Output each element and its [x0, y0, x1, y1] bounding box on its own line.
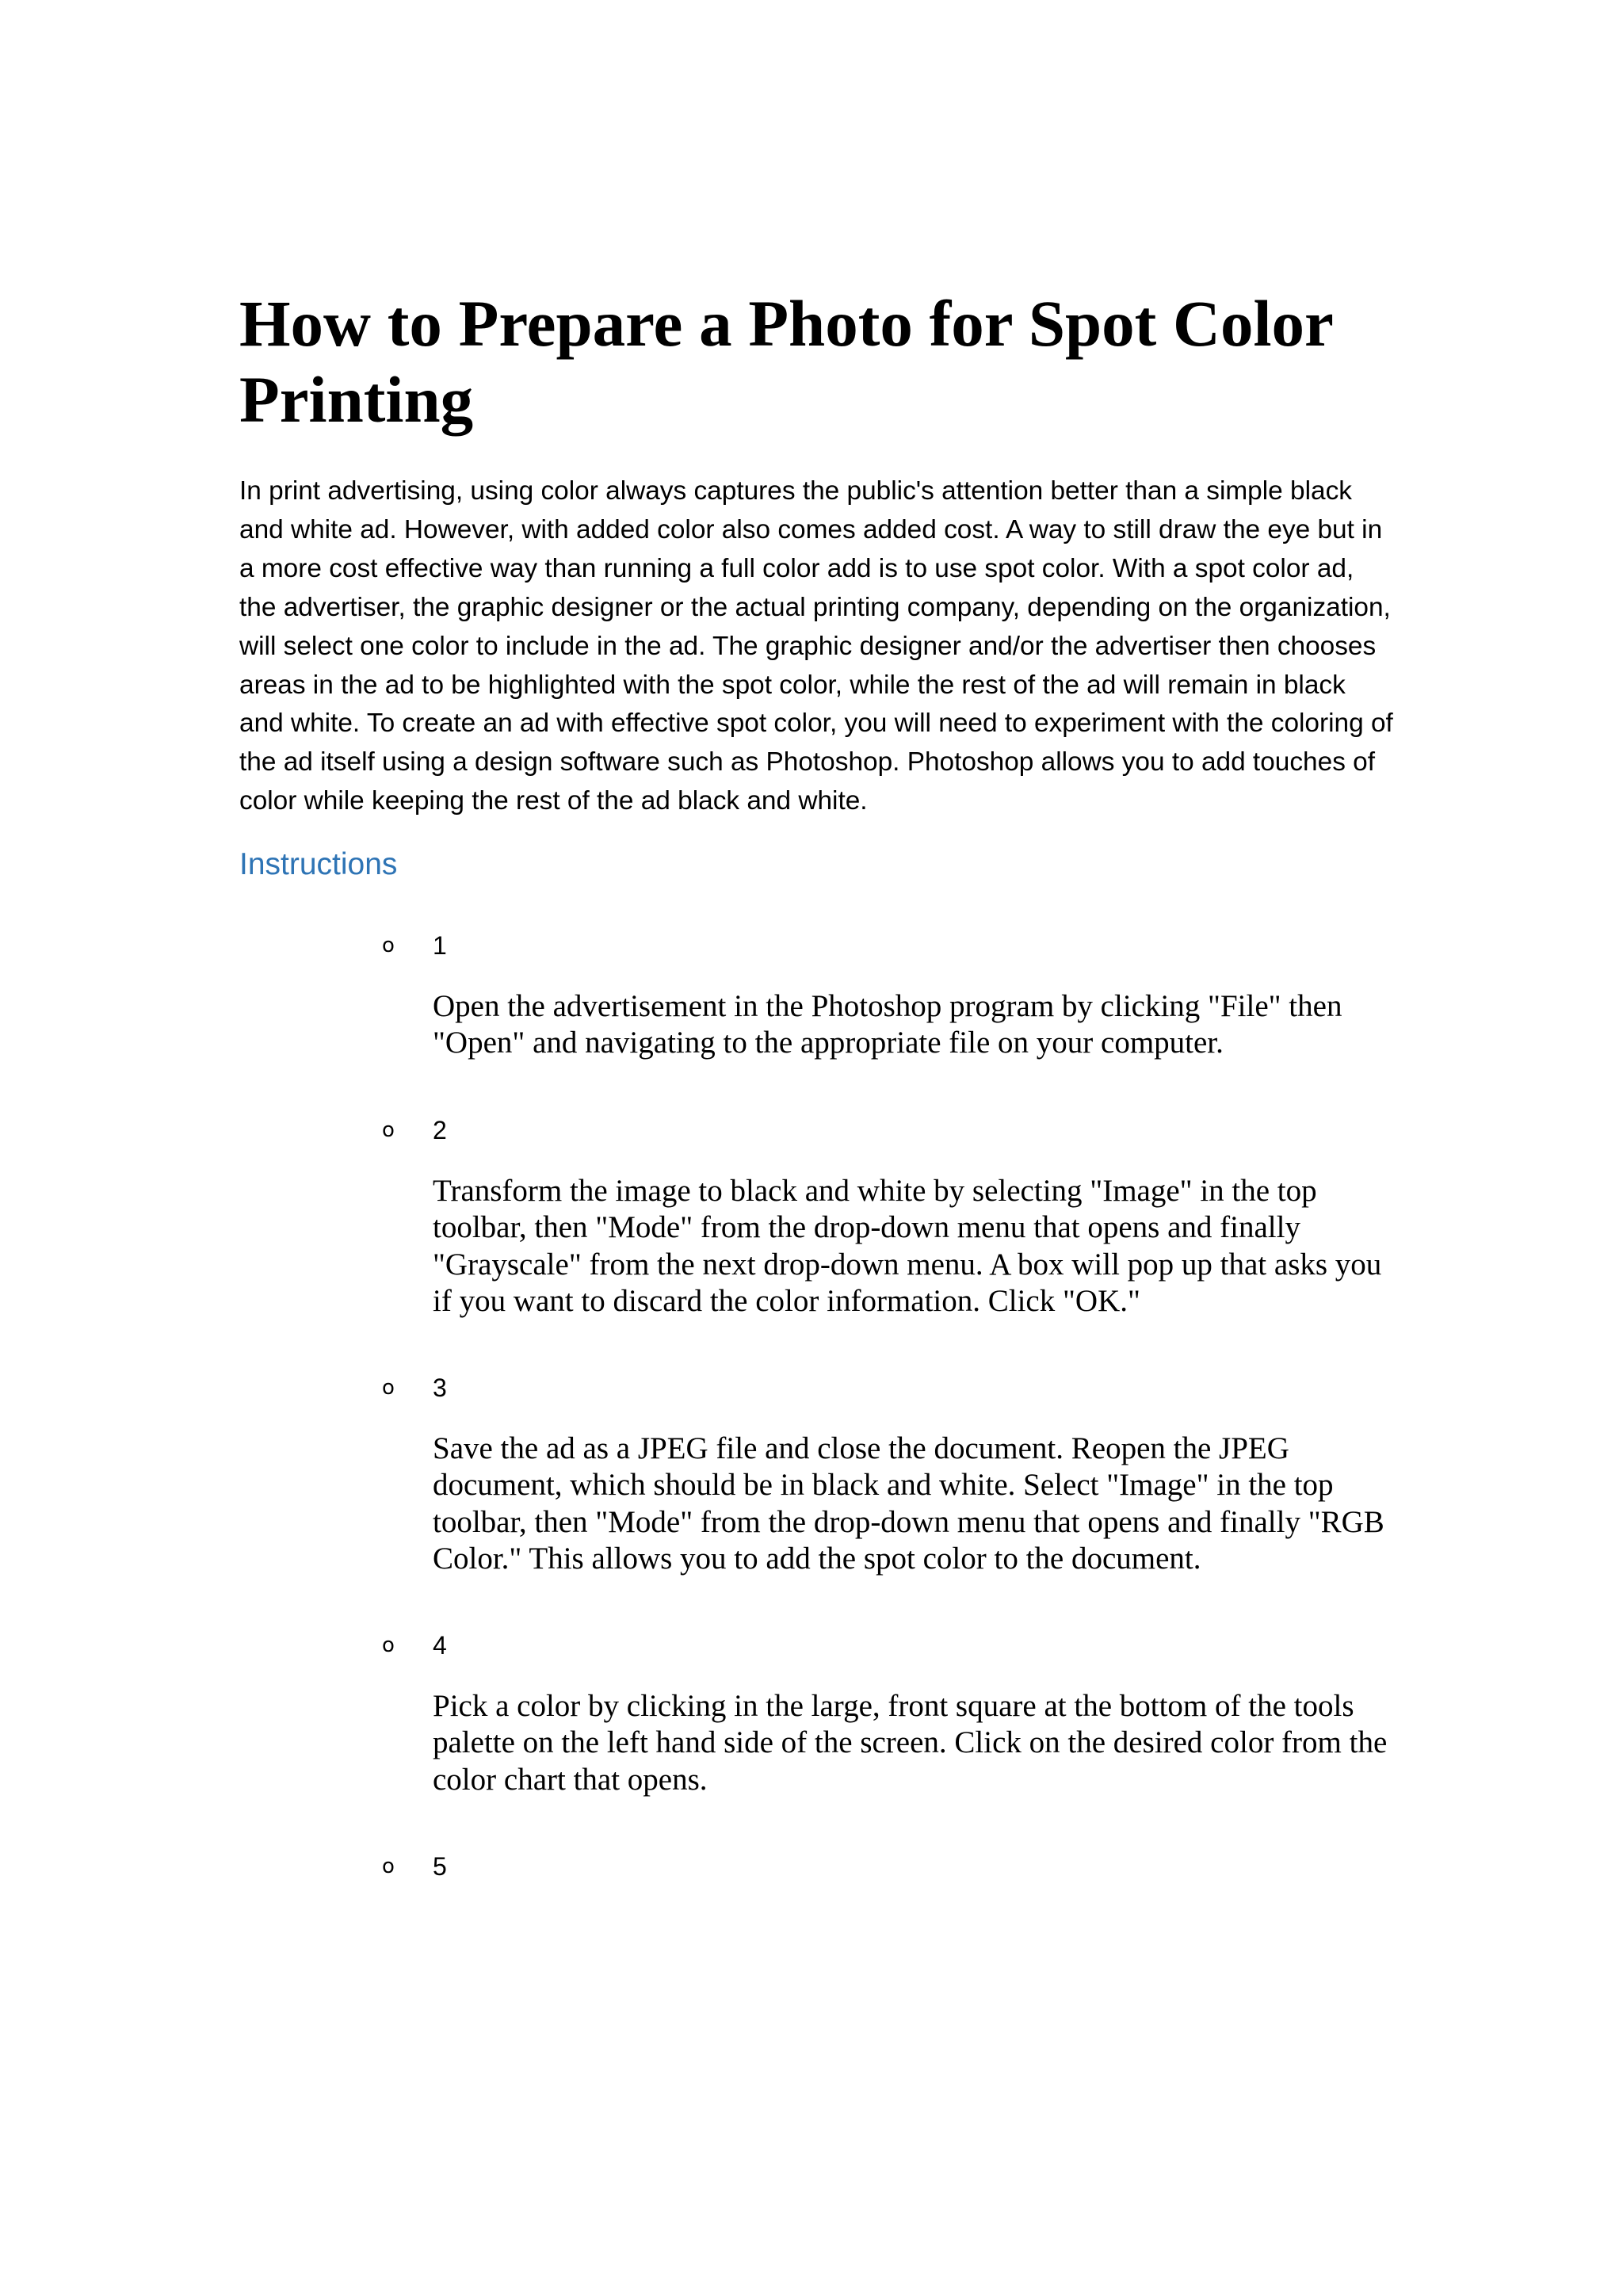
step-number: 1	[433, 931, 447, 960]
step-number: 2	[433, 1116, 447, 1144]
step-number: 5	[433, 1852, 447, 1881]
step-text: Save the ad as a JPEG file and close the document. Reopen the JPEG document, which should be in black and white. Select "Image" in the top toolbar, then "Mode" from the drop-down menu that opens and finally "RGB Color." This allows you to add the spot color to the document.	[433, 1431, 1384, 1576]
section-heading-instructions: Instructions	[239, 847, 398, 881]
step-number: 4	[433, 1631, 447, 1660]
step-text: Transform the image to black and white by selecting "Image" in the top toolbar, then "Mode" from the drop-down menu that opens and finally "Grayscale" from the next drop-down menu. A box will pop up that asks you if you want to discard the color information. Click "OK."	[433, 1174, 1382, 1318]
step-text: Pick a color by clicking in the large, front square at the bottom of the tools palette on the left hand side of the screen. Click on the desired color from the color chart that opens.	[433, 1689, 1388, 1797]
list-bullet: o	[382, 934, 395, 957]
intro-paragraph: In print advertising, using color always captures the public's attention better than a simple black and white ad. However, with added color also comes added cost. A way to still draw the eye but in a more cost effective way than running a full color add is to use spot color. With a spot color ad, the advertiser, the graphic designer or the actual printing company, depending on the organization, will select one color to include in the ad. The graphic designer and/or the advertiser then chooses areas in the ad to be highlighted with the spot color, while the rest of the ad will remain in black and white. To create an ad with effective spot color, you will need to experiment with the coloring of the ad itself using a design software such as Photoshop. Photoshop allows you to add touches of color while keeping the rest of the ad black and white.	[239, 476, 1393, 816]
list-bullet: o	[382, 1376, 395, 1400]
list-bullet: o	[382, 1633, 395, 1657]
step-text: Open the advertisement in the Photoshop program by clicking "File" then "Open" and navigating to the appropriate file on your computer.	[433, 989, 1342, 1060]
list-bullet: o	[382, 1855, 395, 1878]
list-bullet: o	[382, 1118, 395, 1142]
page-title: How to Prepare a Photo for Spot Color Printing	[239, 287, 1333, 436]
step-number: 3	[433, 1373, 447, 1402]
